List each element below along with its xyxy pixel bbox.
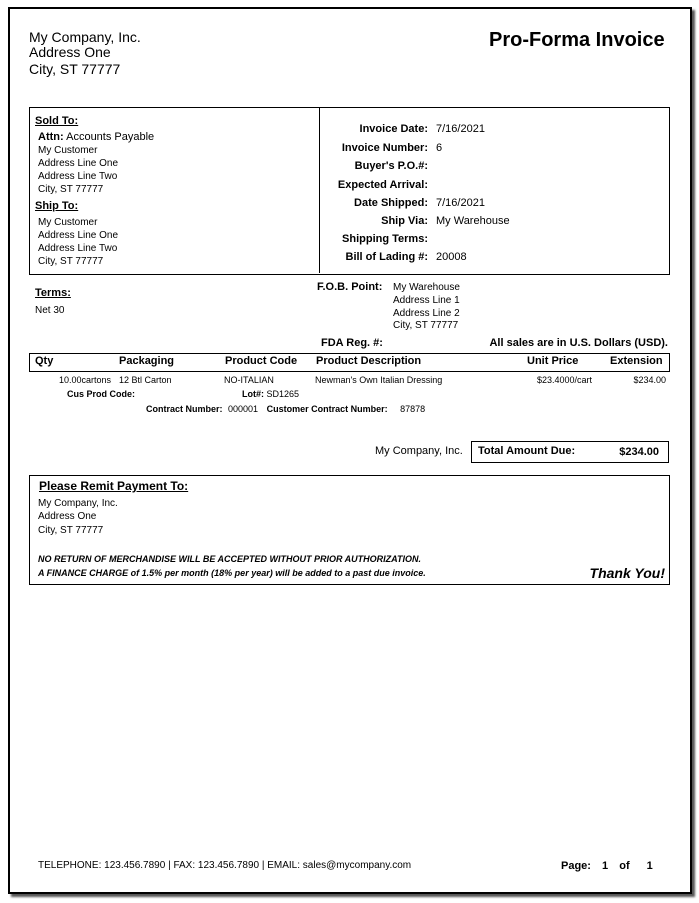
fob-line: My Warehouse <box>393 282 460 293</box>
terms-value: Net 30 <box>35 305 65 316</box>
invoice-number-label: Invoice Number: <box>341 142 428 154</box>
lot-label: Lot#: <box>242 389 264 399</box>
col-header-unit-price: Unit Price <box>527 355 579 367</box>
of-label: of <box>619 860 630 872</box>
lot-value: SD1265 <box>266 389 300 399</box>
row-description: Newman's Own Italian Dressing <box>315 375 443 385</box>
attn-label: Attn: <box>38 131 64 143</box>
shipping-terms-label: Shipping Terms: <box>342 233 428 245</box>
fob-line: City, ST 77777 <box>393 320 459 331</box>
invoice-date-value: 7/16/2021 <box>436 123 485 135</box>
row-qty-value: 10.00 <box>58 375 82 385</box>
lot-field <box>242 389 299 399</box>
invoice-number-value: 6 <box>436 142 443 154</box>
col-header-description: Product Description <box>316 355 422 367</box>
row-unit-price <box>537 375 592 385</box>
remit-heading: Please Remit Payment To: <box>39 479 189 493</box>
total-value: $234.00 <box>619 446 659 458</box>
customer-contract-value: 87878 <box>400 404 426 414</box>
buyer-po-label: Buyer's P.O.#: <box>354 160 428 172</box>
ship-via-value: My Warehouse <box>436 215 510 227</box>
sold-to-line: Address Line One <box>38 158 119 169</box>
thank-you: Thank You! <box>589 565 665 581</box>
ship-to-line: Address Line One <box>38 230 119 241</box>
document-title: Pro-Forma Invoice <box>489 29 665 51</box>
remit-line: My Company, Inc. <box>38 498 118 509</box>
fda-label: FDA Reg. #: <box>321 337 383 349</box>
invoice-page <box>8 7 692 894</box>
remit-line: City, ST 77777 <box>38 525 104 536</box>
date-shipped-value: 7/16/2021 <box>436 197 485 209</box>
expected-arrival-label: Expected Arrival: <box>337 179 428 191</box>
ship-to-line: Address Line Two <box>38 243 118 254</box>
invoice-date-label: Invoice Date: <box>359 123 428 135</box>
sold-to-line: Address Line Two <box>38 171 118 182</box>
company-address: Address One <box>29 44 111 60</box>
bill-of-lading-value: 20008 <box>436 251 467 263</box>
terms-heading: Terms: <box>35 287 71 299</box>
ship-to-line: My Customer <box>38 217 98 228</box>
ship-to-line: City, ST 77777 <box>38 256 104 267</box>
page-label: Page: <box>561 860 591 872</box>
cus-prod-label: Cus Prod Code: <box>67 389 136 399</box>
fob-line: Address Line 1 <box>393 295 460 306</box>
fob-label: F.O.B. Point: <box>317 281 383 293</box>
total-label: Total Amount Due: <box>478 445 576 457</box>
currency-note: All sales are in U.S. Dollars (USD). <box>489 337 668 349</box>
col-header-extension: Extension <box>610 355 663 367</box>
company-city: City, ST 77777 <box>29 61 121 77</box>
fob-line: Address Line 2 <box>393 308 460 319</box>
box-divider <box>319 107 320 273</box>
footer-page-info <box>561 860 653 872</box>
sold-to-line: My Customer <box>38 145 98 156</box>
row-extension: $234.00 <box>633 375 666 385</box>
page-total: 1 <box>646 860 653 872</box>
page-current: 1 <box>602 860 609 872</box>
customer-contract-label: Customer Contract Number: <box>266 404 388 414</box>
sold-to-heading: Sold To: <box>35 115 79 127</box>
finance-charge-notice: A FINANCE CHARGE of 1.5% per month (18% per year) will be added to a past due invoice. <box>38 568 426 578</box>
ship-to-heading: Ship To: <box>35 200 79 212</box>
sold-to-line: City, ST 77777 <box>38 184 104 195</box>
sold-to-attn <box>38 131 154 143</box>
remit-line: Address One <box>38 511 97 522</box>
ship-via-label: Ship Via: <box>381 215 428 227</box>
col-header-qty: Qty <box>35 355 54 367</box>
date-shipped-label: Date Shipped: <box>354 197 428 209</box>
attn-value: Accounts Payable <box>66 131 155 143</box>
row-unit-price-value: $23.4000/ <box>537 375 578 385</box>
contract-field <box>146 404 425 414</box>
row-qty <box>59 375 111 385</box>
contract-label: Contract Number: <box>146 404 223 414</box>
footer-contact: TELEPHONE: 123.456.7890 | FAX: 123.456.7890 | EMAIL: sales@mycompany.com <box>38 860 412 871</box>
row-packaging: 12 Btl Carton <box>119 375 172 385</box>
bill-of-lading-label: Bill of Lading #: <box>345 251 428 263</box>
row-price-unit: cart <box>577 375 593 385</box>
col-header-product-code: Product Code <box>225 355 298 367</box>
col-header-packaging: Packaging <box>119 355 175 367</box>
return-notice: NO RETURN OF MERCHANDISE WILL BE ACCEPTED WITHOUT PRIOR AUTHORIZATION. <box>38 554 421 564</box>
row-product-code: NO-ITALIAN <box>224 375 274 385</box>
contract-value: 000001 <box>228 404 259 414</box>
company-name: My Company, Inc. <box>29 29 141 45</box>
total-company: My Company, Inc. <box>375 445 463 457</box>
row-qty-unit: cartons <box>81 375 111 385</box>
